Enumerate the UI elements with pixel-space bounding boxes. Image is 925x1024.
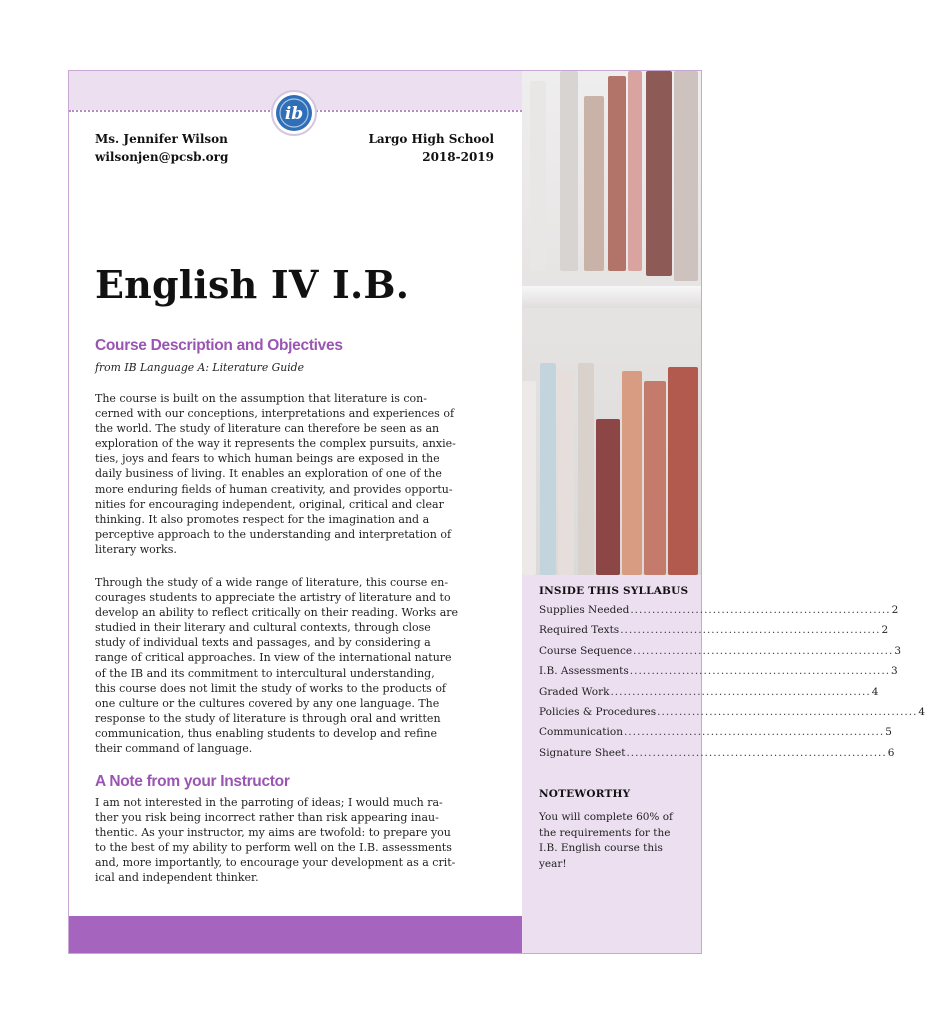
paragraph-line: literary works. [95,542,177,556]
toc-entry[interactable] [539,665,898,685]
toc-leader-dots: ............................................................ [623,726,885,739]
book-spine [644,381,666,575]
instructor-note-paragraph [95,795,495,886]
toc-entry-label: Required Texts [539,624,620,637]
course-description-paragraph-2 [95,575,495,756]
paragraph-line: Through the study of a wide range of literature, this course en- [95,576,449,589]
toc-entry-page: 3 [894,644,901,657]
paragraph-line: develop an ability to reflect critically on their reading. Works are [95,606,459,620]
paragraph-line: exploration of the way it represents the complex pursuits, anxie- [95,437,456,451]
paragraph-line: to the best of my ability to perform well on the I.B. assessments [95,841,452,855]
book-spine [646,71,672,276]
toc-entry-label: Course Sequence [539,644,633,657]
book-spine [530,81,546,271]
book-spine [578,363,594,575]
toc-leader-dots: ............................................................ [633,644,894,657]
toc-entry-label: Supplies Needed [539,604,630,616]
toc-entry-page: 4 [918,705,925,718]
noteworthy-heading: NOTEWORTHY [539,788,631,800]
school-info [368,130,494,166]
paragraph-line: perceptive approach to the understanding and interpretation of [95,527,452,541]
toc-entry[interactable] [539,726,892,746]
book-spine [596,419,620,575]
ib-logo [271,90,317,136]
footer-bar [69,916,522,953]
paragraph-line: courages students to appreciate the artistry of literature and to [95,591,451,605]
toc-entry-label: I.B. Assessments [539,665,629,678]
paragraph-line: thinking. It also promotes respect for the imagination and a [95,512,430,526]
paragraph-line: response to the study of literature is through oral and written [95,711,441,725]
toc-entry-label: Signature Sheet [539,746,626,759]
ib-logo-icon [274,93,314,133]
toc-leader-dots: ............................................................ [657,705,918,718]
course-description-heading: Course Description and Objectives [95,337,343,354]
paragraph-line: I am not interested in the parroting of ideas; I would much ra- [95,796,443,809]
toc-entry-page: 4 [871,685,879,698]
paragraph-line: study of individual texts and passages, and by considering a [95,636,431,650]
instructor-note-heading: A Note from your Instructor [95,773,290,790]
toc-leader-dots: ............................................................ [626,746,887,759]
book-spine [628,71,642,271]
toc-entry-page: 5 [885,726,892,739]
paragraph-line: of the IB and its commitment to intercultural understanding, [95,666,435,680]
teacher-name: Ms. Jennifer Wilson [95,132,228,146]
toc-heading: INSIDE THIS SYLLABUS [539,585,689,597]
paragraph-line: their command of language. [95,742,253,756]
bookshelf-photo [522,71,701,575]
school-name: Largo High School [368,132,494,146]
paragraph-line: nities for encouraging independent, original, critical and clear [95,497,444,511]
paragraph-line: ties, joys and fears to which human beings are exposed in the [95,452,440,466]
book-spine [622,371,642,575]
toc-entry[interactable] [539,746,895,767]
toc-entry-page: 6 [887,746,895,759]
paragraph-line: more enduring fields of human creativity, and provides opportu- [95,482,453,496]
toc-entry[interactable] [539,685,879,706]
teacher-info [95,130,228,166]
paragraph-line: ther you risk being incorrect rather than risk appearing inau- [95,811,439,825]
school-year: 2018-2019 [422,150,494,164]
toc-entry[interactable] [539,624,889,644]
toc-entry[interactable] [539,705,925,726]
book-spine [522,381,536,575]
toc-leader-dots: ............................................................ [620,624,881,637]
paragraph-line: studied in their literary and cultural contexts, through close [95,621,431,635]
toc-entry-page: 2 [881,624,889,637]
paragraph-line: and, more importantly, to encourage your development as a crit- [95,856,456,870]
book-spine [584,96,604,271]
course-description-paragraph-1 [95,391,495,557]
paragraph-line: daily business of living. It enables an exploration of one of the [95,467,442,481]
ib-logo-text: ib [284,104,304,124]
toc-entry-label: Graded Work [539,685,610,698]
toc-leader-dots: ............................................................ [630,604,891,616]
toc-entry-page: 3 [891,665,898,678]
paragraph-line: The course is built on the assumption that literature is con- [95,392,427,405]
paragraph-line: this course does not limit the study of works to the products of [95,681,447,695]
toc-entry-page: 2 [891,604,899,616]
toc-entry-label: Policies & Procedures [539,705,657,718]
teacher-email[interactable]: wilsonjen@pcsb.org [95,150,229,164]
table-of-contents [539,604,925,767]
paragraph-line: the world. The study of literature can therefore be seen as an [95,422,440,436]
toc-entry[interactable] [539,604,899,624]
book-spine [668,367,698,575]
toc-leader-dots: ............................................................ [629,665,891,678]
book-spine [674,71,698,281]
paragraph-line: range of critical approaches. In view of the international nature [95,651,452,665]
page-title: English IV I.B. [95,262,410,307]
source-citation: from IB Language A: Literature Guide [95,361,304,374]
paragraph-line: thentic. As your instructor, my aims are twofold: to prepare you [95,826,451,840]
paragraph-line: ical and independent thinker. [95,871,259,885]
shelf [522,286,701,308]
toc-leader-dots: ............................................................ [610,685,871,698]
toc-entry-label: Communication [539,726,623,739]
book-spine [558,371,574,575]
noteworthy-text: You will complete 60% of the requirements for the I.B. English course this year! [539,811,673,870]
book-spine [560,71,578,271]
book-spine [608,76,626,271]
paragraph-line: cerned with our conceptions, interpretations and experiences of [95,407,455,421]
paragraph-line: communication, thus enabling students to develop and refine [95,726,437,740]
book-spine [540,363,556,575]
toc-entry[interactable] [539,644,901,665]
paragraph-line: one culture or the cultures covered by any one language. The [95,696,440,710]
